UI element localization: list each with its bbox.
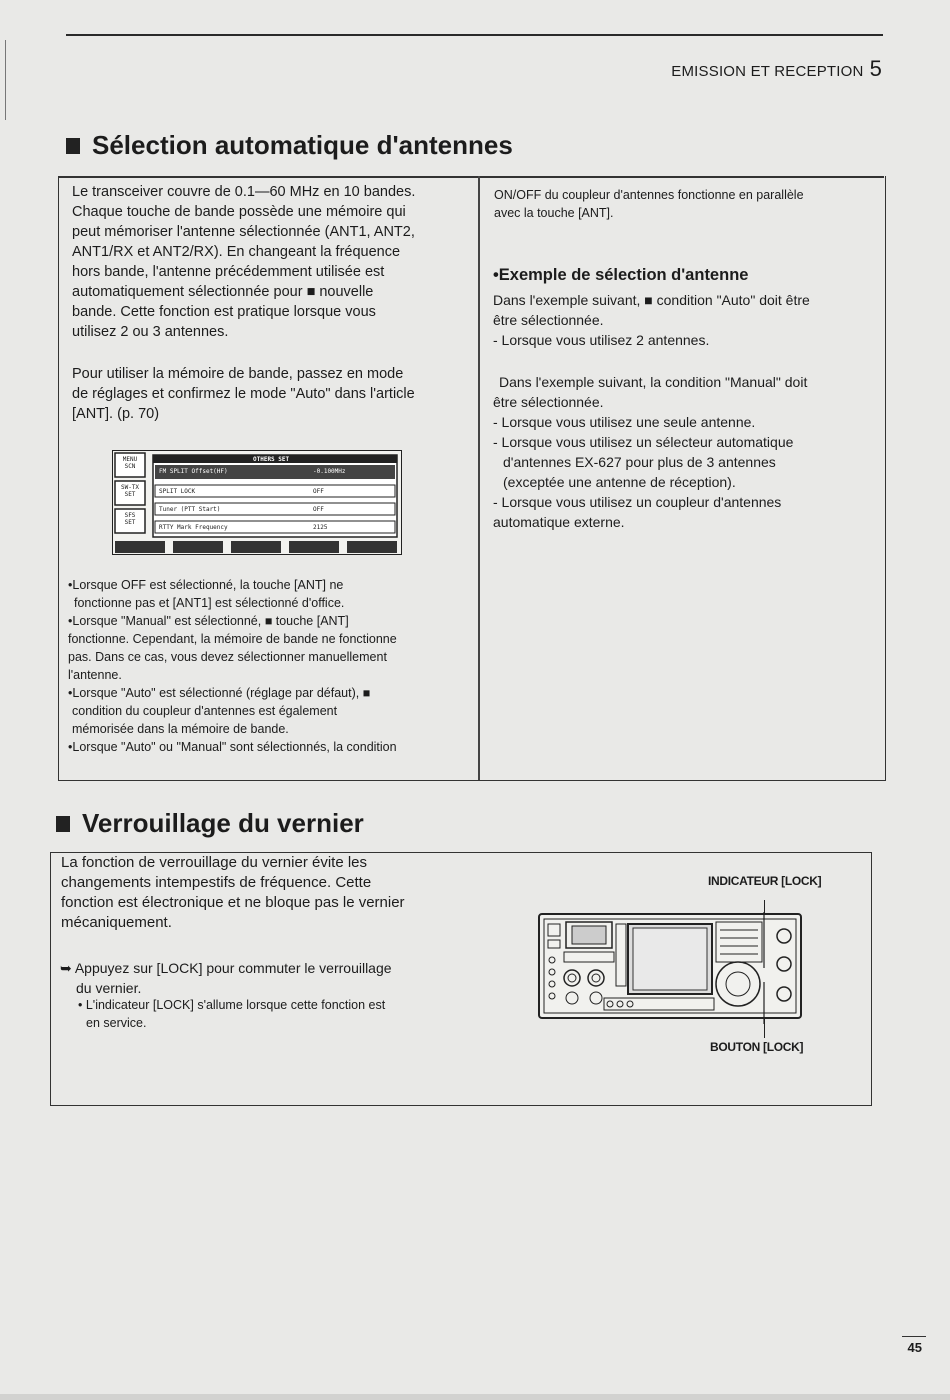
frame-top [58,176,884,178]
text-line: utilisez 2 ou 3 antennes. [72,324,229,340]
running-header [671,56,882,82]
lcd-side-button: SW-TX SET [120,484,140,498]
text-line: (exceptée une antenne de réception). [503,474,736,490]
lcd-row-label: FM SPLIT Offset(HF) [159,468,228,475]
header-rule [66,34,883,36]
lock-step-note [78,996,448,1032]
lcd-row-label: Tuner (PTT Start) [159,506,221,513]
note-line: •Lorsque OFF est sélectionné, la touche [ANT] ne [68,578,344,592]
lock-step [60,958,450,998]
lcd-side-button: SFS SET [124,512,136,526]
text-line: de réglages et confirmez le mode "Auto" dans l'article [72,386,415,402]
lock-para [61,853,445,933]
text-line: Pour utiliser la mémoire de bande, passez en mode [72,366,404,382]
left-para2 [72,364,454,424]
note-line: fonctionne. Cependant, la mémoire de bande ne fonctionne [68,632,397,646]
text-line: du vernier. [76,980,142,996]
text-line: mécaniquement. [61,914,172,931]
text-line: hors bande, l'antenne précédemment utilisée est [72,264,385,280]
left-para1 [72,182,454,342]
lcd-row-label: RTTY Mark Frequency [159,524,228,531]
text-line: ➥ Appuyez sur [LOCK] pour commuter le verrouillage [60,960,392,976]
text-line: être sélectionnée. [493,312,604,328]
note-line: l'antenne. [68,668,122,682]
text-line: La fonction de verrouillage du vernier évite les [61,854,368,871]
note-line: •Lorsque "Manual" est sélectionné, ■ touche [ANT] [68,614,349,628]
lcd-row-value: OFF [313,488,324,495]
text-line: - Lorsque vous utilisez 2 antennes. [493,332,710,348]
text-line: peut mémoriser l'antenne sélectionnée (ANT1, ANT2, [72,224,415,240]
text-line: - Lorsque vous utilisez une seule antenne. [493,414,756,430]
label-lock-button: BOUTON [LOCK] [710,1040,804,1054]
example-para2 [493,372,875,532]
text-line: changements intempestifs de fréquence. Cette [61,874,372,891]
lcd-screen-figure [112,450,402,555]
note-line: •Lorsque "Auto" ou "Manual" sont sélectionnés, la condition [68,740,397,754]
lcd-side-button: MENU SCN [122,456,138,470]
chapter-number: 5 [869,56,882,81]
lcd-title: OTHERS SET [253,456,290,463]
page-number-rule [902,1336,926,1337]
lcd-row-value: 2125 [313,524,328,531]
section1-title-text: Sélection automatique d'antennes [92,130,513,160]
text-line: Le transceiver couvre de 0.1—60 MHz en 10 bandes. [72,184,416,200]
label-lock-indicator: INDICATEUR [LOCK] [708,874,822,888]
note-line: mémorisée dans la mémoire de bande. [72,722,289,736]
text-line: - Lorsque vous utilisez un sélecteur automatique [493,434,794,450]
note-line: •Lorsque "Auto" est sélectionné (réglage par défaut), ■ [68,686,371,700]
example-para1 [493,290,875,350]
margin-mark [5,40,8,120]
section-bullet-icon [56,816,70,832]
text-line: • L'indicateur [LOCK] s'allume lorsque cette fonction est [78,998,386,1012]
text-line: avec la touche [ANT]. [494,206,614,220]
text-line: Chaque touche de bande possède une mémoire qui [72,204,406,220]
section-title-antenna [66,130,513,161]
text-line: Dans l'exemple suivant, ■ condition "Auto" doit être [493,292,810,308]
button-leader-line [764,1018,765,1038]
text-line: ON/OFF du coupleur d'antennes fonctionne en parallèle [494,188,804,202]
text-line: bande. Cette fonction est pratique lorsque vous [72,304,376,320]
indicator-leader-line [764,900,765,914]
header-title: EMISSION ET RECEPTION [671,63,864,80]
column-divider [478,176,480,780]
note-line: fonctionne pas et [ANT1] est sélectionné d'office. [74,596,345,610]
text-line: - Lorsque vous utilisez un coupleur d'antennes [493,494,782,510]
note-line: condition du coupleur d'antennes est également [72,704,338,718]
lcd-row-value: -0.100MHz [313,468,346,475]
text-line: automatiquement sélectionnée pour ■ nouvelle [72,284,374,300]
text-line: être sélectionnée. [493,394,604,410]
left-notes [68,576,452,756]
lcd-row-label: SPLIT LOCK [159,488,196,495]
text-line: fonction est électronique et ne bloque pas le vernier [61,894,405,911]
text-line: [ANT]. (p. 70) [72,406,160,422]
lcd-row-value: OFF [313,506,324,513]
example-subheading: •Exemple de sélection d'antenne [493,266,749,284]
section-bullet-icon [66,138,80,154]
section-title-lock [56,808,364,839]
page-number: 45 [907,1340,922,1355]
section2-title-text: Verrouillage du vernier [82,808,364,838]
scan-edge [0,1394,950,1400]
note-line: pas. Dans ce cas, vous devez sélectionner manuellement [68,650,387,664]
text-line: d'antennes EX-627 pour plus de 3 antennes [503,454,776,470]
text-line: automatique externe. [493,514,625,530]
right-continuation [494,186,876,222]
text-line: Dans l'exemple suivant, la condition "Manual" doit [499,374,808,390]
text-line: en service. [86,1016,147,1030]
text-line: ANT1/RX et ANT2/RX). En changeant la fréquence [72,244,401,260]
transceiver-front-panel-figure [538,912,806,1024]
lcd-text-layer [113,451,401,554]
